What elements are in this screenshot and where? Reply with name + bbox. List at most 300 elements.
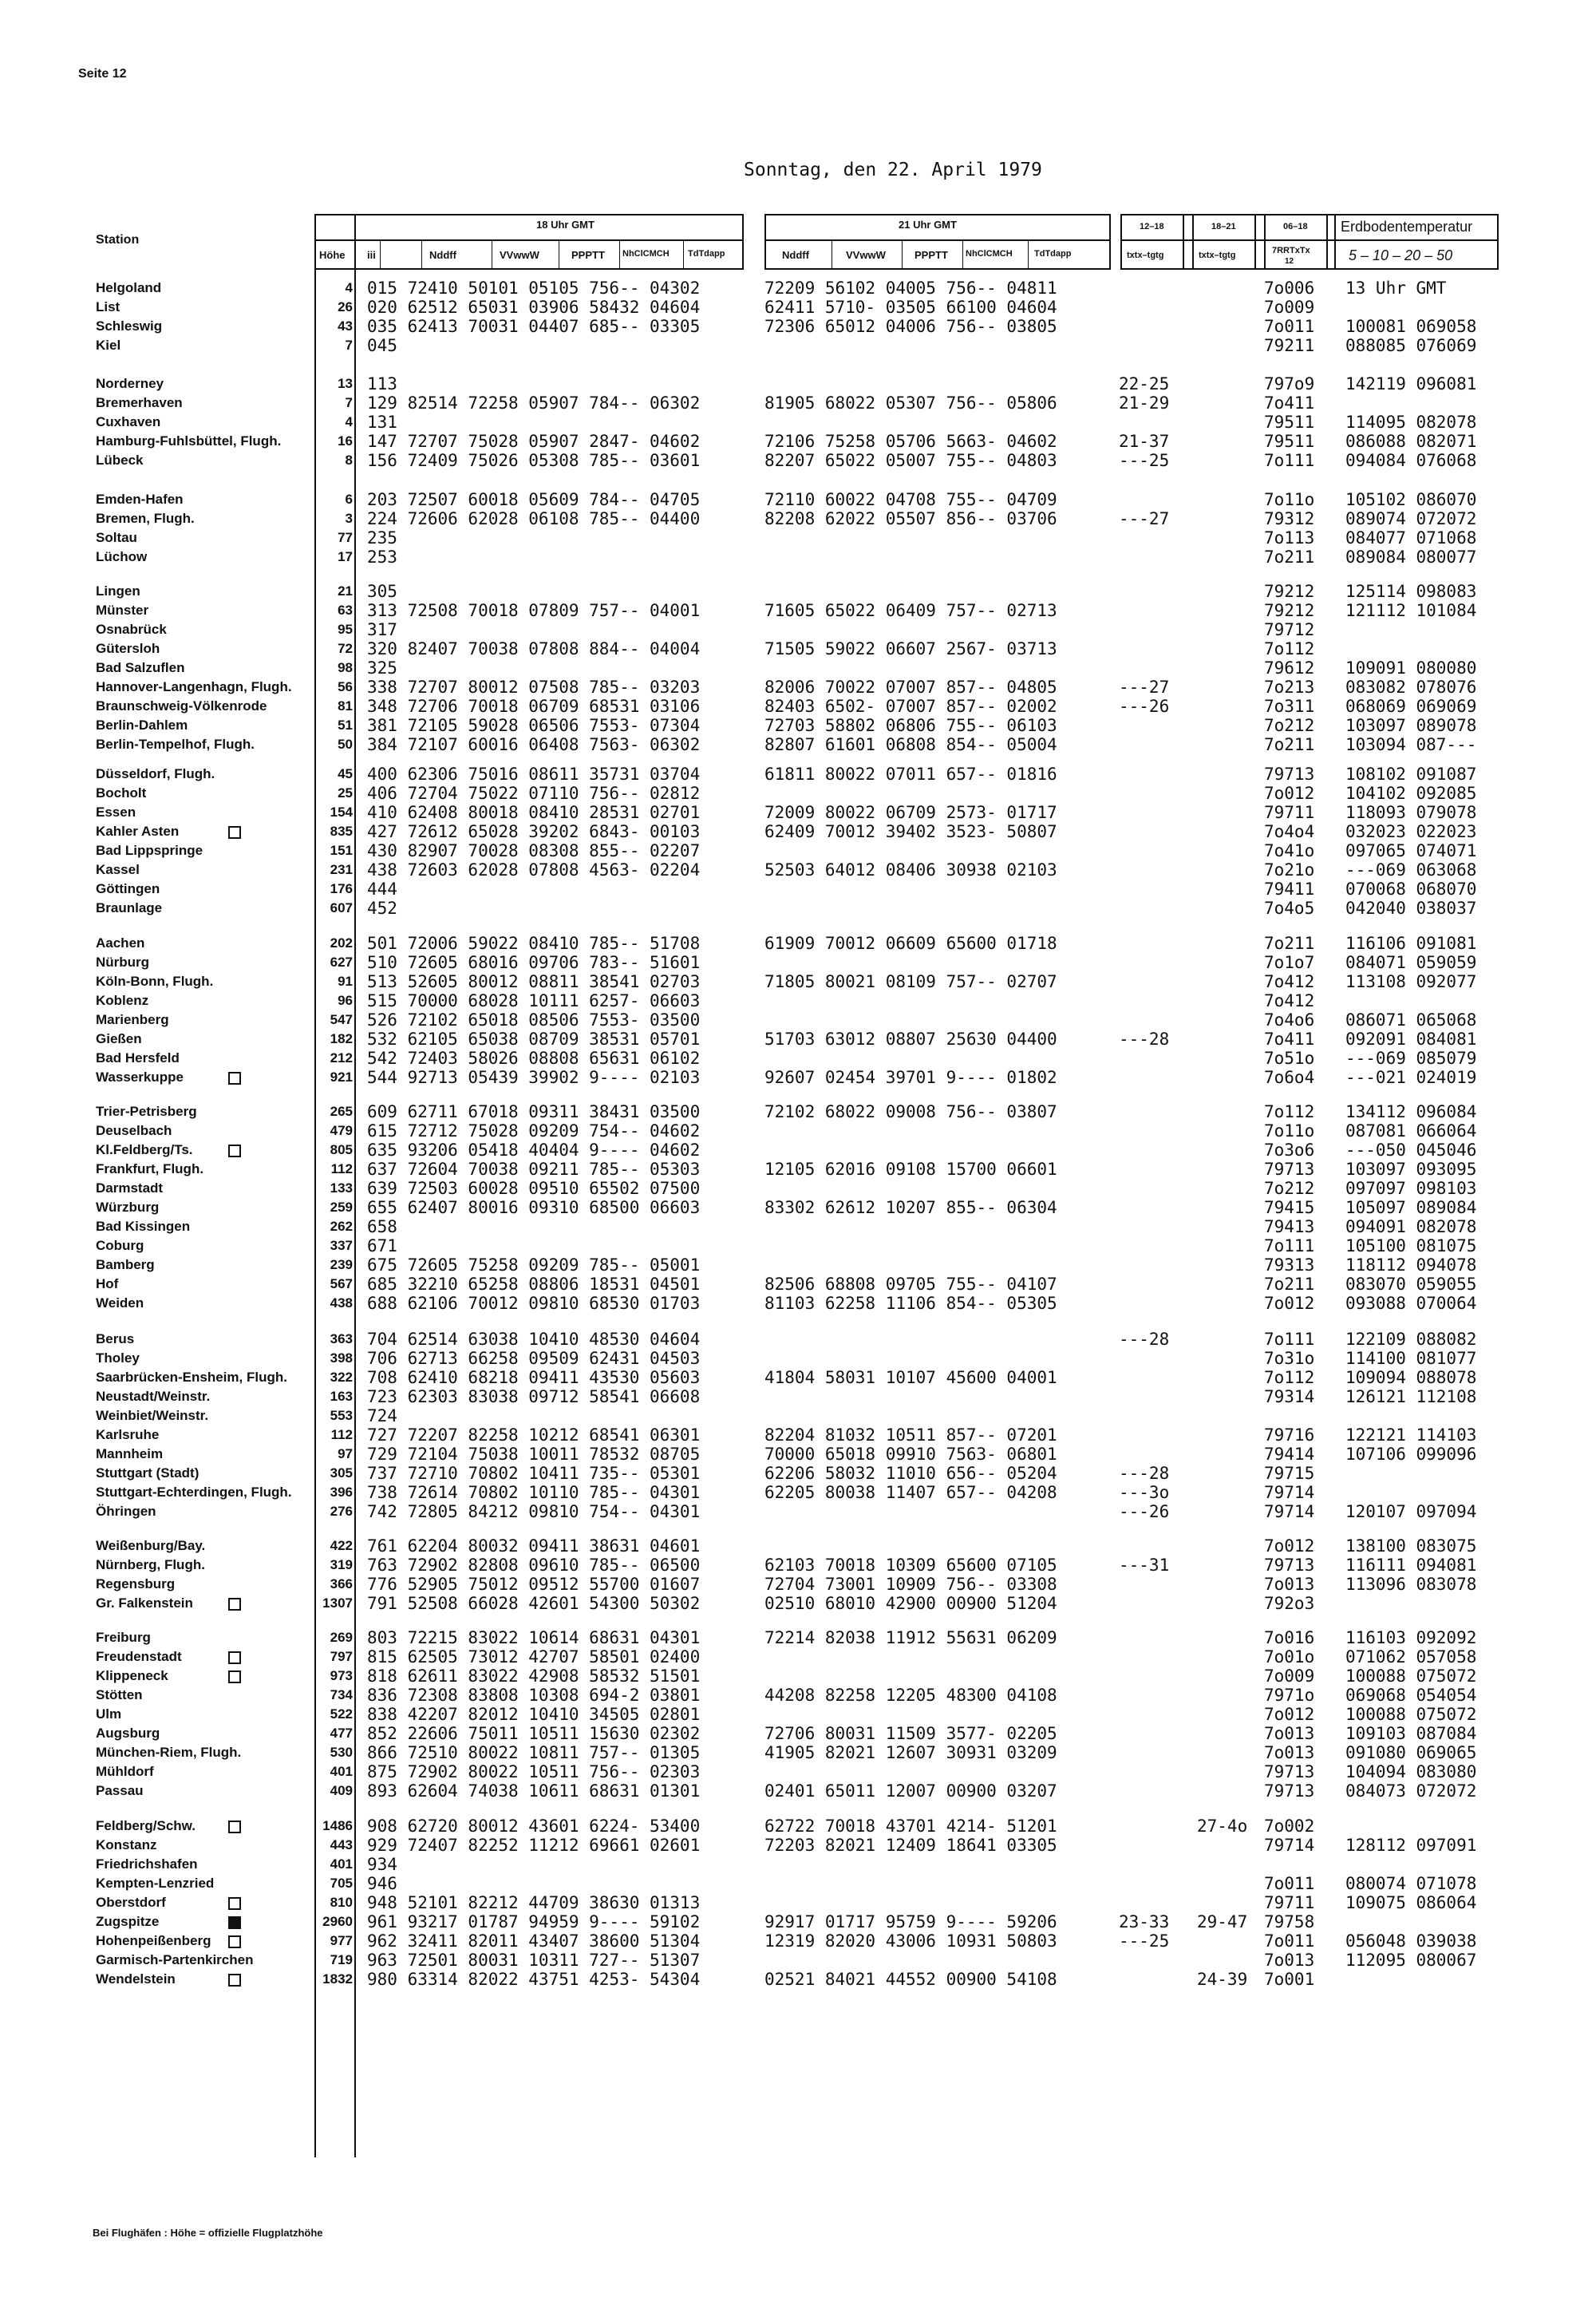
soil-temperature: 103097 089078 xyxy=(1345,716,1477,735)
station-row xyxy=(96,991,359,1010)
station-row xyxy=(96,697,359,716)
rule-vert-1218-l xyxy=(1120,214,1122,270)
station-height: 95 xyxy=(338,622,353,637)
rule-21-div2 xyxy=(902,239,903,270)
obs-21-gmt: 92607 02454 39701 9---- 01802 xyxy=(764,1068,1057,1087)
obs-18-gmt: 875 72902 80022 10511 756-- 02303 xyxy=(367,1762,701,1781)
station-name: Koblenz xyxy=(96,993,149,1008)
station-row xyxy=(96,1030,359,1049)
obs-18-gmt: 020 62512 65031 03906 58432 04604 xyxy=(367,298,701,317)
station-row xyxy=(96,934,359,953)
obs-18-gmt: 637 72604 70038 09211 785-- 05303 xyxy=(367,1160,701,1179)
station-row xyxy=(96,413,359,432)
obs-18-gmt: 348 72706 70018 06709 68531 03106 xyxy=(367,697,701,716)
rule-top-right xyxy=(1120,214,1499,215)
minmax-12-18: ---27 xyxy=(1119,509,1170,528)
station-name: Bad Kissingen xyxy=(96,1219,191,1234)
soil-temperature: 118093 079078 xyxy=(1345,803,1477,822)
station-name: Augsburg xyxy=(96,1726,160,1741)
soil-temperature: 116103 092092 xyxy=(1345,1628,1477,1647)
precip-06-18: 7o01o xyxy=(1264,1647,1315,1666)
precip-06-18: 7o212 xyxy=(1264,1179,1315,1198)
station-row xyxy=(96,509,359,528)
station-name: Kiel xyxy=(96,338,121,353)
precip-06-18: 7o211 xyxy=(1264,735,1315,754)
soil-temperature: 097097 098103 xyxy=(1345,1179,1477,1198)
station-name: Weiden xyxy=(96,1295,144,1311)
obs-18-gmt: 818 62611 83022 42908 58532 51501 xyxy=(367,1666,701,1686)
precip-06-18: 7o009 xyxy=(1264,1666,1315,1686)
station-height: 276 xyxy=(330,1504,353,1519)
station-row xyxy=(96,1330,359,1349)
station-row xyxy=(96,841,359,860)
station-height: 398 xyxy=(330,1350,353,1366)
obs-18-gmt: 452 xyxy=(367,899,397,918)
station-name: Bremerhaven xyxy=(96,395,183,410)
precip-06-18: 79413 xyxy=(1264,1217,1315,1236)
soil-temperature: 088085 076069 xyxy=(1345,336,1477,355)
obs-21-gmt: 72110 60022 04708 755-- 04709 xyxy=(764,490,1057,509)
obs-18-gmt: 224 72606 62028 06108 785-- 04400 xyxy=(367,509,701,528)
rule-vert-0618-l xyxy=(1264,214,1266,270)
station-height: 176 xyxy=(330,881,353,896)
precip-06-18: 79212 xyxy=(1264,601,1315,620)
station-height: 547 xyxy=(330,1012,353,1027)
precip-06-18: 7o3o6 xyxy=(1264,1141,1315,1160)
soil-temperature: 112095 080067 xyxy=(1345,1951,1477,1970)
station-height: 13 xyxy=(338,376,353,391)
station-height: 1307 xyxy=(322,1595,353,1611)
precip-06-18: 7o002 xyxy=(1264,1817,1315,1836)
soil-temperature: 100088 075072 xyxy=(1345,1666,1477,1686)
station-name: Lüchow xyxy=(96,549,148,564)
minmax-12-18: ---28 xyxy=(1119,1030,1170,1049)
precip-06-18: 7o011 xyxy=(1264,1931,1315,1951)
rule-18-div2 xyxy=(421,239,422,270)
soil-temperature: 116106 091081 xyxy=(1345,934,1477,953)
obs-18-gmt: 317 xyxy=(367,620,397,639)
station-name: Freudenstadt xyxy=(96,1649,182,1664)
obs-21-gmt: 70000 65018 09910 7563- 06801 xyxy=(764,1445,1057,1464)
precip-06-18: 7o311 xyxy=(1264,697,1315,716)
precip-06-18: 7o009 xyxy=(1264,298,1315,317)
obs-18-gmt: 305 xyxy=(367,582,397,601)
station-height: 438 xyxy=(330,1295,353,1311)
precip-06-18: 7o213 xyxy=(1264,678,1315,697)
station-height: 797 xyxy=(330,1649,353,1664)
precip-06-18: 7o011 xyxy=(1264,1874,1315,1893)
station-row xyxy=(96,1628,359,1647)
soil-temperature: 118112 094078 xyxy=(1345,1255,1477,1275)
station-height: 26 xyxy=(338,299,353,314)
precip-06-18: 7o51o xyxy=(1264,1049,1315,1068)
precip-06-18: 7o111 xyxy=(1264,451,1315,470)
header-hoehe: Höhe xyxy=(319,249,346,261)
station-name: Aachen xyxy=(96,935,145,951)
open-square-icon xyxy=(228,1072,241,1085)
header-sub-0618b: 12 xyxy=(1285,257,1294,266)
rule-vert-18-right xyxy=(742,214,744,270)
rule-sub-18 xyxy=(314,239,744,241)
station-height: 21 xyxy=(338,583,353,599)
station-row xyxy=(96,1368,359,1387)
obs-21-gmt: 62206 58032 11010 656-- 05204 xyxy=(764,1464,1057,1483)
precip-06-18: 7o11o xyxy=(1264,490,1315,509)
station-row xyxy=(96,1666,359,1686)
header-1821: 18–21 xyxy=(1211,222,1236,231)
station-name: Hof xyxy=(96,1276,119,1291)
soil-temperature: 126121 112108 xyxy=(1345,1387,1477,1406)
minmax-18-21: 29-47 xyxy=(1197,1912,1248,1931)
station-row xyxy=(96,880,359,899)
date-line: Sonntag, den 22. April 1979 xyxy=(744,160,1042,180)
obs-18-gmt: 406 72704 75022 07110 756-- 02812 xyxy=(367,784,701,803)
station-row xyxy=(96,490,359,509)
station-name: Kl.Feldberg/Ts. xyxy=(96,1142,193,1157)
station-name: Tholey xyxy=(96,1350,140,1366)
station-height: 805 xyxy=(330,1142,353,1157)
obs-18-gmt: 980 63314 82022 43751 4253- 54304 xyxy=(367,1970,701,1989)
station-row xyxy=(96,860,359,880)
station-name: Göttingen xyxy=(96,881,160,896)
station-height: 567 xyxy=(330,1276,353,1291)
station-height: 401 xyxy=(330,1764,353,1779)
station-height: 163 xyxy=(330,1389,353,1404)
obs-21-gmt: 82204 81032 10511 857-- 07201 xyxy=(764,1425,1057,1445)
station-height: 705 xyxy=(330,1876,353,1891)
obs-18-gmt: 708 62410 68218 09411 43530 05603 xyxy=(367,1368,701,1387)
soil-temperature: 134112 096084 xyxy=(1345,1102,1477,1121)
station-height: 202 xyxy=(330,935,353,951)
station-row xyxy=(96,1349,359,1368)
obs-18-gmt: 313 72508 70018 07809 757-- 04001 xyxy=(367,601,701,620)
footnote: Bei Flughäfen : Höhe = offizielle Flugplatzhöhe xyxy=(93,2227,323,2239)
soil-temperature: 113096 083078 xyxy=(1345,1575,1477,1594)
minmax-12-18: 23-33 xyxy=(1119,1912,1170,1931)
obs-21-gmt: 72203 82021 12409 18641 03305 xyxy=(764,1836,1057,1855)
precip-06-18: 7o112 xyxy=(1264,639,1315,658)
station-height: 977 xyxy=(330,1933,353,1948)
precip-06-18: 7o411 xyxy=(1264,1030,1315,1049)
obs-18-gmt: 131 xyxy=(367,413,397,432)
soil-temperature: ---069 085079 xyxy=(1345,1049,1477,1068)
station-row xyxy=(96,1724,359,1743)
obs-21-gmt: 81103 62258 11106 854-- 05305 xyxy=(764,1294,1057,1313)
station-row xyxy=(96,1102,359,1121)
soil-temperature: 084077 071068 xyxy=(1345,528,1477,548)
station-row xyxy=(96,1198,359,1217)
obs-21-gmt: 72106 75258 05706 5663- 04602 xyxy=(764,432,1057,451)
station-name: München-Riem, Flugh. xyxy=(96,1745,242,1760)
obs-21-gmt: 72704 73001 10909 756-- 03308 xyxy=(764,1575,1057,1594)
obs-21-gmt: 82207 65022 05007 755-- 04803 xyxy=(764,451,1057,470)
minmax-12-18: ---31 xyxy=(1119,1556,1170,1575)
minmax-12-18: 22-25 xyxy=(1119,374,1170,393)
open-square-icon xyxy=(228,826,241,839)
precip-06-18: 79713 xyxy=(1264,1556,1315,1575)
soil-temperature: 084071 059059 xyxy=(1345,953,1477,972)
station-name: Deuselbach xyxy=(96,1123,172,1138)
precip-06-18: 79312 xyxy=(1264,509,1315,528)
station-name: Düsseldorf, Flugh. xyxy=(96,766,215,781)
open-square-icon xyxy=(228,1974,241,1987)
station-height: 479 xyxy=(330,1123,353,1138)
station-name: Würzburg xyxy=(96,1200,160,1215)
station-name: Feldberg/Schw. xyxy=(96,1818,196,1833)
rule-18-div6 xyxy=(683,239,684,270)
station-name: Öhringen xyxy=(96,1504,156,1519)
station-name: Stötten xyxy=(96,1687,143,1702)
precip-06-18: 79711 xyxy=(1264,803,1315,822)
station-row xyxy=(96,298,359,317)
station-name: Ulm xyxy=(96,1706,122,1722)
obs-18-gmt: 129 82514 72258 05907 784-- 06302 xyxy=(367,393,701,413)
soil-temperature: 091080 069065 xyxy=(1345,1743,1477,1762)
station-name: Freiburg xyxy=(96,1630,151,1645)
station-name: Lingen xyxy=(96,583,140,599)
station-height: 7 xyxy=(345,338,353,353)
soil-temperature: 071062 057058 xyxy=(1345,1647,1477,1666)
obs-18-gmt: 513 52605 80012 08811 38541 02703 xyxy=(367,972,701,991)
obs-21-gmt: 72102 68022 09008 756-- 03807 xyxy=(764,1102,1057,1121)
minmax-12-18: ---27 xyxy=(1119,678,1170,697)
obs-18-gmt: 685 32210 65258 08806 18531 04501 xyxy=(367,1275,701,1294)
obs-18-gmt: 791 52508 66028 42601 54300 50302 xyxy=(367,1594,701,1613)
station-height: 43 xyxy=(338,318,353,334)
header-iii: iii xyxy=(367,249,376,261)
soil-temperature: 109094 088078 xyxy=(1345,1368,1477,1387)
station-row xyxy=(96,582,359,601)
station-row xyxy=(96,953,359,972)
station-row xyxy=(96,1502,359,1521)
station-name: Essen xyxy=(96,805,136,820)
minmax-18-21: 24-39 xyxy=(1197,1970,1248,1989)
obs-18-gmt: 156 72409 75026 05308 785-- 03601 xyxy=(367,451,701,470)
obs-18-gmt: 320 82407 70038 07808 884-- 04004 xyxy=(367,639,701,658)
soil-temperature: 104102 092085 xyxy=(1345,784,1477,803)
station-row xyxy=(96,1121,359,1141)
obs-18-gmt: 704 62514 63038 10410 48530 04604 xyxy=(367,1330,701,1349)
minmax-12-18: ---28 xyxy=(1119,1464,1170,1483)
station-height: 422 xyxy=(330,1538,353,1553)
obs-18-gmt: 852 22606 75011 10511 15630 02302 xyxy=(367,1724,701,1743)
station-row xyxy=(96,432,359,451)
station-name: Stuttgart-Echterdingen, Flugh. xyxy=(96,1485,292,1500)
station-name: Kassel xyxy=(96,862,140,877)
obs-18-gmt: 542 72403 58026 08808 65631 06102 xyxy=(367,1049,701,1068)
soil-temperature: 114100 081077 xyxy=(1345,1349,1477,1368)
station-name: Mühldorf xyxy=(96,1764,154,1779)
precip-06-18: 7o012 xyxy=(1264,1294,1315,1313)
precip-06-18: 79414 xyxy=(1264,1445,1315,1464)
station-row xyxy=(96,1483,359,1502)
station-row xyxy=(96,1874,359,1893)
rule-18-div5 xyxy=(619,239,620,270)
header-0618: 06–18 xyxy=(1283,222,1308,231)
precip-06-18: 7o412 xyxy=(1264,972,1315,991)
rule-vert-erd-r xyxy=(1497,214,1499,270)
obs-21-gmt: 12319 82020 43006 10931 50803 xyxy=(764,1931,1057,1951)
soil-temperature: 103094 087--- xyxy=(1345,735,1477,754)
obs-18-gmt: 908 62720 80012 43601 6224- 53400 xyxy=(367,1817,701,1836)
obs-18-gmt: 893 62604 74038 10611 68631 01301 xyxy=(367,1781,701,1801)
station-name: Emden-Hafen xyxy=(96,492,184,507)
station-row xyxy=(96,1931,359,1951)
station-height: 96 xyxy=(338,993,353,1008)
precip-06-18: 79411 xyxy=(1264,880,1315,899)
soil-temperature: 086071 065068 xyxy=(1345,1010,1477,1030)
station-row xyxy=(96,548,359,567)
obs-18-gmt: 430 82907 70028 08308 855-- 02207 xyxy=(367,841,701,860)
soil-temperature: 100081 069058 xyxy=(1345,317,1477,336)
rule-top-21 xyxy=(764,214,1111,215)
station-name: Konstanz xyxy=(96,1837,157,1852)
station-row xyxy=(96,1855,359,1874)
obs-21-gmt: 61811 80022 07011 657-- 01816 xyxy=(764,765,1057,784)
station-name: Mannheim xyxy=(96,1446,164,1461)
station-name: Braunlage xyxy=(96,900,163,915)
precip-06-18: 79716 xyxy=(1264,1425,1315,1445)
header-tdtdapp: TdTdapp xyxy=(688,249,725,259)
soil-temperature: 122109 088082 xyxy=(1345,1330,1477,1349)
header-sub-1218: txtx–tgtg xyxy=(1127,251,1164,260)
station-height: 265 xyxy=(330,1104,353,1119)
station-row xyxy=(96,1594,359,1613)
soil-temperature: 070068 068070 xyxy=(1345,880,1477,899)
station-row xyxy=(96,1236,359,1255)
soil-temperature: ---050 045046 xyxy=(1345,1141,1477,1160)
soil-temperature: 108102 091087 xyxy=(1345,765,1477,784)
station-height: 443 xyxy=(330,1837,353,1852)
station-row xyxy=(96,1425,359,1445)
station-height: 212 xyxy=(330,1050,353,1065)
station-row xyxy=(96,716,359,735)
obs-21-gmt: 71605 65022 06409 757-- 02713 xyxy=(764,601,1057,620)
station-height: 259 xyxy=(330,1200,353,1215)
station-name: Trier-Petrisberg xyxy=(96,1104,197,1119)
obs-21-gmt: 61909 70012 06609 65600 01718 xyxy=(764,934,1057,953)
obs-18-gmt: 427 72612 65028 39202 6843- 00103 xyxy=(367,822,701,841)
rule-21-div4 xyxy=(1028,239,1029,270)
obs-21-gmt: 71805 80021 08109 757-- 02707 xyxy=(764,972,1057,991)
obs-18-gmt: 203 72507 60018 05609 784-- 04705 xyxy=(367,490,701,509)
obs-21-gmt: 72703 58802 06806 755-- 06103 xyxy=(764,716,1057,735)
obs-18-gmt: 946 xyxy=(367,1874,397,1893)
precip-06-18: 7o012 xyxy=(1264,784,1315,803)
obs-18-gmt: 688 62106 70012 09810 68530 01703 xyxy=(367,1294,701,1313)
precip-06-18: 79758 xyxy=(1264,1912,1315,1931)
obs-21-gmt: 82506 68808 09705 755-- 04107 xyxy=(764,1275,1057,1294)
obs-18-gmt: 838 42207 82012 10410 34505 02801 xyxy=(367,1705,701,1724)
rule-bottom-hdr-21 xyxy=(764,268,1111,270)
filled-square-icon xyxy=(228,1916,241,1929)
station-height: 112 xyxy=(330,1427,353,1442)
station-row xyxy=(96,1575,359,1594)
header-ppptt-21: PPPTT xyxy=(915,249,948,261)
precip-06-18: 7o41o xyxy=(1264,841,1315,860)
obs-18-gmt: 776 52905 75012 09512 55700 01607 xyxy=(367,1575,701,1594)
precip-06-18: 79713 xyxy=(1264,1762,1315,1781)
soil-temperature: 105097 089084 xyxy=(1345,1198,1477,1217)
station-name: Wasserkuppe xyxy=(96,1069,184,1085)
station-row xyxy=(96,1010,359,1030)
obs-18-gmt: 113 xyxy=(367,374,397,393)
minmax-18-21: 27-4o xyxy=(1197,1817,1248,1836)
station-height: 322 xyxy=(330,1370,353,1385)
precip-06-18: 7o111 xyxy=(1264,1330,1315,1349)
station-name: Klippeneck xyxy=(96,1668,168,1683)
obs-21-gmt: 62722 70018 43701 4214- 51201 xyxy=(764,1817,1057,1836)
station-height: 3 xyxy=(345,511,353,526)
minmax-12-18: 21-29 xyxy=(1119,393,1170,413)
obs-18-gmt: 961 93217 01787 94959 9---- 59102 xyxy=(367,1912,701,1931)
station-height: 973 xyxy=(330,1668,353,1683)
obs-18-gmt: 532 62105 65038 08709 38531 05701 xyxy=(367,1030,701,1049)
station-height: 553 xyxy=(330,1408,353,1423)
station-name: Nürburg xyxy=(96,955,150,970)
precip-06-18: 7o4o5 xyxy=(1264,899,1315,918)
obs-21-gmt: 51703 63012 08807 25630 04400 xyxy=(764,1030,1057,1049)
precip-06-18: 7971o xyxy=(1264,1686,1315,1705)
header-erdbodentemperatur: Erdbodentemperatur xyxy=(1341,219,1473,235)
obs-18-gmt: 742 72805 84212 09810 754-- 04301 xyxy=(367,1502,701,1521)
station-name: Gr. Falkenstein xyxy=(96,1595,193,1611)
station-height: 734 xyxy=(330,1687,353,1702)
soil-temperature: 114095 082078 xyxy=(1345,413,1477,432)
station-name: Hannover-Langenhagn, Flugh. xyxy=(96,679,292,694)
obs-18-gmt: 635 93206 05418 40404 9---- 04602 xyxy=(367,1141,701,1160)
station-name: Regensburg xyxy=(96,1576,176,1591)
header-gmt18: 18 Uhr GMT xyxy=(536,219,595,231)
precip-06-18: 79211 xyxy=(1264,336,1315,355)
station-name: Lübeck xyxy=(96,453,144,468)
soil-temperature: 104094 083080 xyxy=(1345,1762,1477,1781)
station-name: Gütersloh xyxy=(96,641,160,656)
station-name: Osnabrück xyxy=(96,622,167,637)
obs-18-gmt: 438 72603 62028 07808 4563- 02204 xyxy=(367,860,701,880)
station-row xyxy=(96,1762,359,1781)
precip-06-18: 7o006 xyxy=(1264,279,1315,298)
precip-06-18: 7o112 xyxy=(1264,1102,1315,1121)
station-name: Darmstadt xyxy=(96,1180,164,1196)
station-name: Weißenburg/Bay. xyxy=(96,1538,206,1553)
obs-21-gmt: 72306 65012 04006 756-- 03805 xyxy=(764,317,1057,336)
station-name: Kempten-Lenzried xyxy=(96,1876,215,1891)
obs-18-gmt: 962 32411 82011 43407 38600 51304 xyxy=(367,1931,701,1951)
obs-21-gmt: 72706 80031 11509 3577- 02205 xyxy=(764,1724,1057,1743)
station-name: Norderney xyxy=(96,376,164,391)
soil-temperature: 113108 092077 xyxy=(1345,972,1477,991)
station-row xyxy=(96,1294,359,1313)
soil-temperature: 094084 076068 xyxy=(1345,451,1477,470)
precip-06-18: 7o31o xyxy=(1264,1349,1315,1368)
obs-18-gmt: 671 xyxy=(367,1236,397,1255)
soil-temperature: 125114 098083 xyxy=(1345,582,1477,601)
obs-21-gmt: 83302 62612 10207 855-- 06304 xyxy=(764,1198,1057,1217)
precip-06-18: 7o4o4 xyxy=(1264,822,1315,841)
station-row xyxy=(96,393,359,413)
soil-temperature: 109091 080080 xyxy=(1345,658,1477,678)
obs-18-gmt: 948 52101 82212 44709 38630 01313 xyxy=(367,1893,701,1912)
open-square-icon xyxy=(228,1935,241,1948)
soil-temperature: 103097 093095 xyxy=(1345,1160,1477,1179)
station-row xyxy=(96,601,359,620)
station-row xyxy=(96,1464,359,1483)
obs-18-gmt: 737 72710 70802 10411 735-- 05301 xyxy=(367,1464,701,1483)
station-height: 51 xyxy=(338,718,353,733)
obs-18-gmt: 929 72407 82252 11212 69661 02601 xyxy=(367,1836,701,1855)
header-nhclcmch: NhClCMCH xyxy=(622,249,670,259)
